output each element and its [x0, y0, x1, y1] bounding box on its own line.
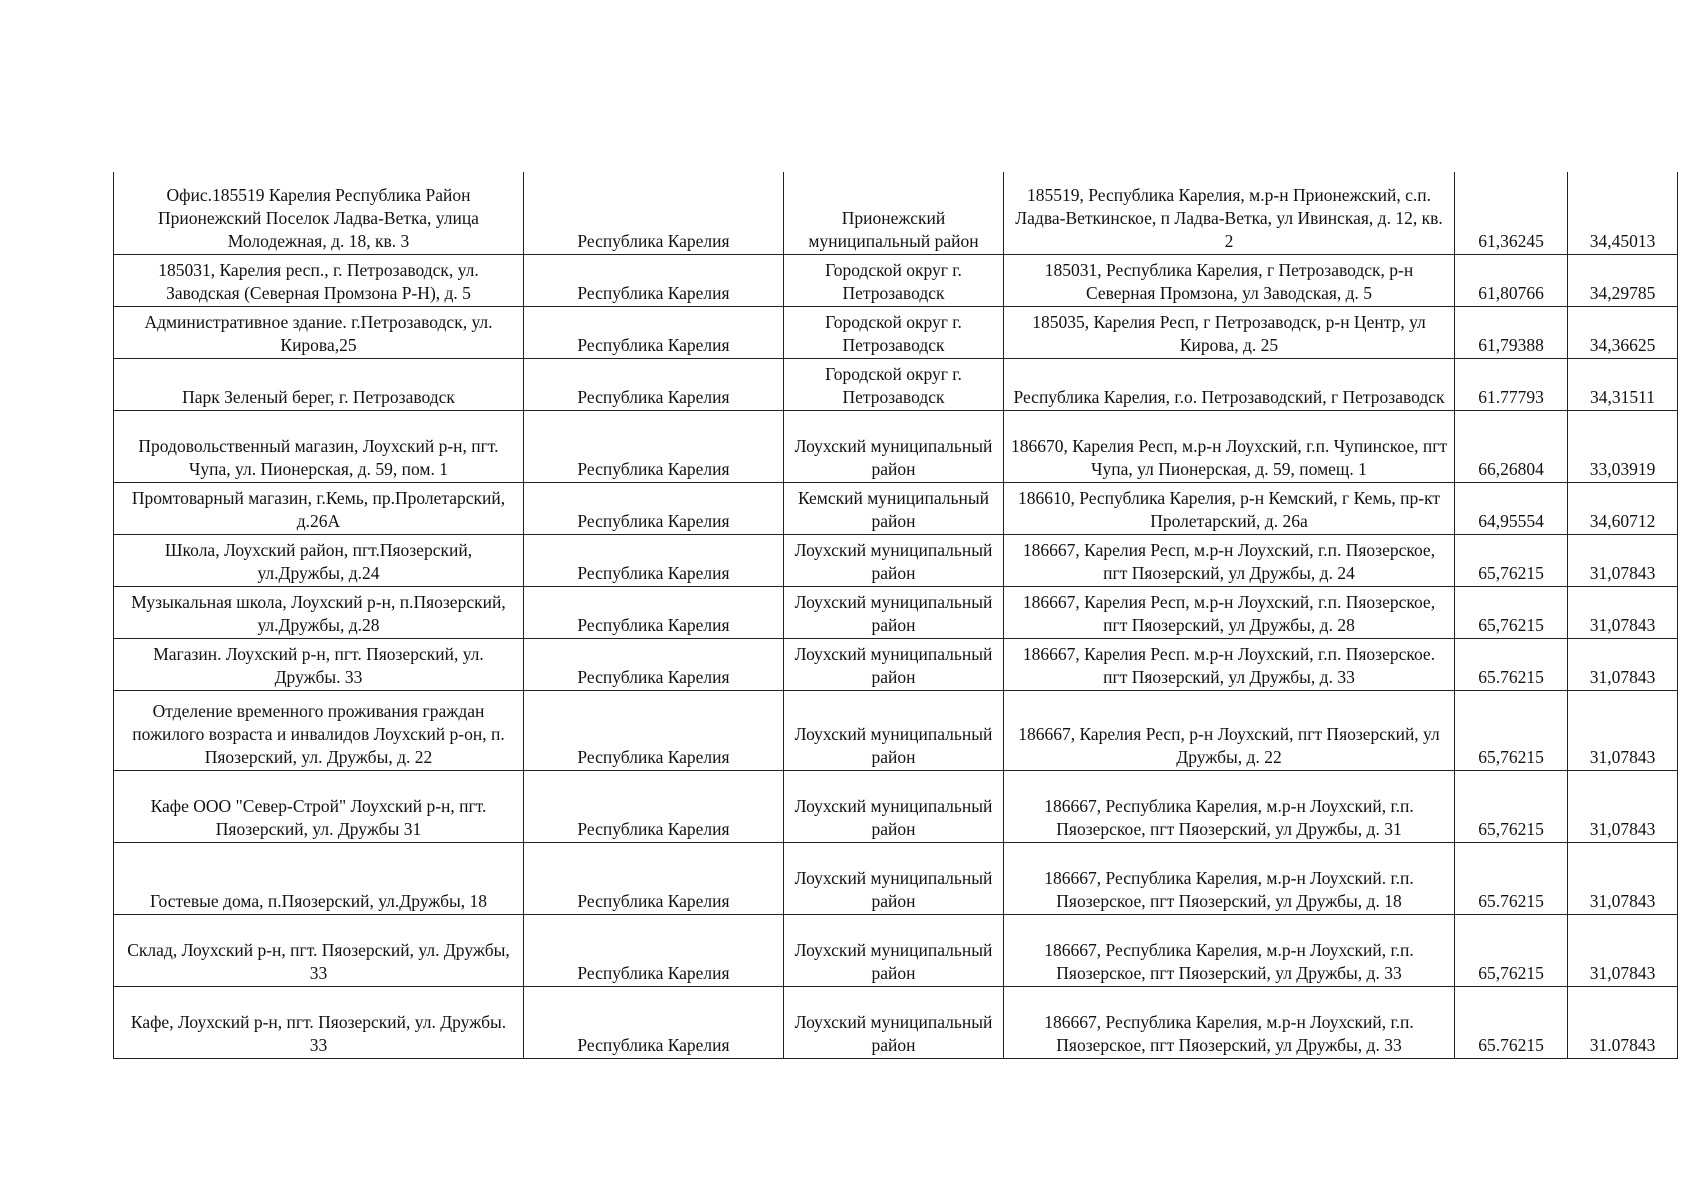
latitude-cell: 61,80766: [1455, 254, 1568, 306]
longitude-cell: 33,03919: [1568, 410, 1678, 482]
longitude-cell: 34,36625: [1568, 306, 1678, 358]
table-row: [114, 172, 1678, 254]
region-cell: Республика Карелия: [524, 410, 784, 482]
object-name-cell: Музыкальная школа, Лоухский р-н, п.Пяозерский, ул.Дружбы, д.28: [114, 586, 524, 638]
object-name-cell: Гостевые дома, п.Пяозерский, ул.Дружбы, 18: [114, 842, 524, 914]
latitude-cell: 65,76215: [1455, 534, 1568, 586]
district-cell: Городской округ г. Петрозаводск: [784, 306, 1004, 358]
district-cell: Лоухский муниципальный район: [784, 410, 1004, 482]
address-cell: 186667, Республика Карелия, м.р-н Лоухский. г.п. Пяозерское, пгт Пяозерский, ул Дружбы, д. 18: [1004, 842, 1455, 914]
object-name-cell: Продовольственный магазин, Лоухский р-н, пгт. Чупа, ул. Пионерская, д. 59, пом. 1: [114, 410, 524, 482]
region-cell: Республика Карелия: [524, 358, 784, 410]
object-name-cell: Офис.185519 Карелия Республика Район Прионежский Поселок Ладва-Ветка, улица Молодежная, д. 18, кв. 3: [114, 172, 524, 254]
object-name-cell: Административное здание. г.Петрозаводск, ул. Кирова,25: [114, 306, 524, 358]
latitude-cell: 65.76215: [1455, 842, 1568, 914]
latitude-cell: 65,76215: [1455, 914, 1568, 986]
district-cell: Лоухский муниципальный район: [784, 986, 1004, 1058]
district-cell: Лоухский муниципальный район: [784, 690, 1004, 770]
district-cell: Городской округ г. Петрозаводск: [784, 358, 1004, 410]
region-cell: Республика Карелия: [524, 770, 784, 842]
district-cell: Прионежский муниципальный район: [784, 172, 1004, 254]
table-row: [114, 482, 1678, 534]
longitude-cell: 31,07843: [1568, 586, 1678, 638]
object-name-cell: Парк Зеленый берег, г. Петрозаводск: [114, 358, 524, 410]
latitude-cell: 61,79388: [1455, 306, 1568, 358]
table-row: [114, 358, 1678, 410]
district-cell: Лоухский муниципальный район: [784, 914, 1004, 986]
district-cell: Лоухский муниципальный район: [784, 770, 1004, 842]
region-cell: Республика Карелия: [524, 172, 784, 254]
latitude-cell: 65,76215: [1455, 690, 1568, 770]
longitude-cell: 31,07843: [1568, 770, 1678, 842]
region-cell: Республика Карелия: [524, 254, 784, 306]
address-cell: 186667, Республика Карелия, м.р-н Лоухский, г.п. Пяозерское, пгт Пяозерский, ул Дружбы, д. 33: [1004, 914, 1455, 986]
objects-table: [113, 172, 1678, 1059]
longitude-cell: 34,45013: [1568, 172, 1678, 254]
region-cell: Республика Карелия: [524, 638, 784, 690]
address-cell: 186667, Карелия Респ, м.р-н Лоухский, г.п. Пяозерское, пгт Пяозерский, ул Дружбы, д. 28: [1004, 586, 1455, 638]
table-row: [114, 986, 1678, 1058]
longitude-cell: 31,07843: [1568, 690, 1678, 770]
longitude-cell: 31,07843: [1568, 914, 1678, 986]
latitude-cell: 64,95554: [1455, 482, 1568, 534]
latitude-cell: 65,76215: [1455, 770, 1568, 842]
address-cell: 186667, Карелия Респ. м.р-н Лоухский, г.п. Пяозерское. пгт Пяозерский, ул Дружбы, д. 33: [1004, 638, 1455, 690]
object-name-cell: Промтоварный магазин, г.Кемь, пр.Пролетарский, д.26А: [114, 482, 524, 534]
latitude-cell: 61,36245: [1455, 172, 1568, 254]
address-cell: 186610, Республика Карелия, р-н Кемский, г Кемь, пр-кт Пролетарский, д. 26а: [1004, 482, 1455, 534]
latitude-cell: 61.77793: [1455, 358, 1568, 410]
object-name-cell: Кафе, Лоухский р-н, пгт. Пяозерский, ул. Дружбы. 33: [114, 986, 524, 1058]
latitude-cell: 65,76215: [1455, 586, 1568, 638]
district-cell: Лоухский муниципальный район: [784, 638, 1004, 690]
table-row: [114, 534, 1678, 586]
district-cell: Городской округ г. Петрозаводск: [784, 254, 1004, 306]
address-cell: 186667, Карелия Респ, р-н Лоухский, пгт Пяозерский, ул Дружбы, д. 22: [1004, 690, 1455, 770]
table-row: [114, 638, 1678, 690]
longitude-cell: 34,29785: [1568, 254, 1678, 306]
table-row: [114, 586, 1678, 638]
district-cell: Лоухский муниципальный район: [784, 842, 1004, 914]
table-row: [114, 914, 1678, 986]
object-name-cell: Кафе ООО "Север-Строй" Лоухский р-н, пгт. Пяозерский, ул. Дружбы 31: [114, 770, 524, 842]
region-cell: Республика Карелия: [524, 842, 784, 914]
table-row: [114, 306, 1678, 358]
table-body: [114, 172, 1678, 1058]
table-row: [114, 842, 1678, 914]
district-cell: Лоухский муниципальный район: [784, 586, 1004, 638]
object-name-cell: 185031, Карелия респ., г. Петрозаводск, ул. Заводская (Северная Промзона Р-Н), д. 5: [114, 254, 524, 306]
latitude-cell: 65.76215: [1455, 986, 1568, 1058]
longitude-cell: 34,31511: [1568, 358, 1678, 410]
region-cell: Республика Карелия: [524, 534, 784, 586]
address-cell: Республика Карелия, г.о. Петрозаводский, г Петрозаводск: [1004, 358, 1455, 410]
longitude-cell: 31,07843: [1568, 534, 1678, 586]
region-cell: Республика Карелия: [524, 306, 784, 358]
table-row: [114, 770, 1678, 842]
longitude-cell: 34,60712: [1568, 482, 1678, 534]
region-cell: Республика Карелия: [524, 586, 784, 638]
table-row: [114, 690, 1678, 770]
longitude-cell: 31.07843: [1568, 986, 1678, 1058]
address-cell: 186667, Карелия Респ, м.р-н Лоухский, г.п. Пяозерское, пгт Пяозерский, ул Дружбы, д. 24: [1004, 534, 1455, 586]
latitude-cell: 66,26804: [1455, 410, 1568, 482]
district-cell: Кемский муниципальный район: [784, 482, 1004, 534]
table-row: [114, 254, 1678, 306]
district-cell: Лоухский муниципальный район: [784, 534, 1004, 586]
region-cell: Республика Карелия: [524, 690, 784, 770]
address-cell: 185031, Республика Карелия, г Петрозаводск, р-н Северная Промзона, ул Заводская, д. 5: [1004, 254, 1455, 306]
address-cell: 186667, Республика Карелия, м.р-н Лоухский, г.п. Пяозерское, пгт Пяозерский, ул Дружбы, д. 31: [1004, 770, 1455, 842]
address-cell: 186667, Республика Карелия, м.р-н Лоухский, г.п. Пяозерское, пгт Пяозерский, ул Дружбы, д. 33: [1004, 986, 1455, 1058]
object-name-cell: Магазин. Лоухский р-н, пгт. Пяозерский, ул. Дружбы. 33: [114, 638, 524, 690]
object-name-cell: Школа, Лоухский район, пгт.Пяозерский, ул.Дружбы, д.24: [114, 534, 524, 586]
region-cell: Республика Карелия: [524, 914, 784, 986]
object-name-cell: Отделение временного проживания граждан пожилого возраста и инвалидов Лоухский р-он, п. Пяозерский, ул. Дружбы, д. 22: [114, 690, 524, 770]
longitude-cell: 31,07843: [1568, 842, 1678, 914]
region-cell: Республика Карелия: [524, 986, 784, 1058]
latitude-cell: 65.76215: [1455, 638, 1568, 690]
address-cell: 185519, Республика Карелия, м.р-н Прионежский, с.п. Ладва-Веткинское, п Ладва-Ветка, ул Ивинская, д. 12, кв. 2: [1004, 172, 1455, 254]
object-name-cell: Склад, Лоухский р-н, пгт. Пяозерский, ул. Дружбы, 33: [114, 914, 524, 986]
region-cell: Республика Карелия: [524, 482, 784, 534]
longitude-cell: 31,07843: [1568, 638, 1678, 690]
address-cell: 186670, Карелия Респ, м.р-н Лоухский, г.п. Чупинское, пгт Чупа, ул Пионерская, д. 59, помещ. 1: [1004, 410, 1455, 482]
address-cell: 185035, Карелия Респ, г Петрозаводск, р-н Центр, ул Кирова, д. 25: [1004, 306, 1455, 358]
table-row: [114, 410, 1678, 482]
